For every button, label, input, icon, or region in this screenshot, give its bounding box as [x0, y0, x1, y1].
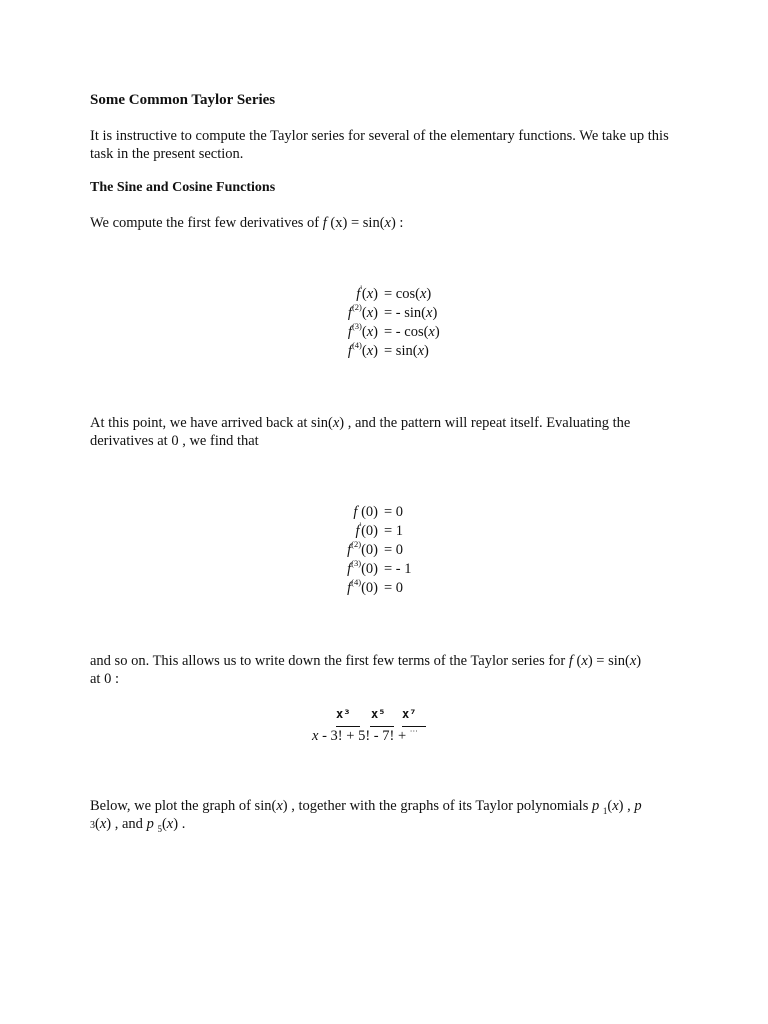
operator: - [318, 728, 331, 744]
math-x: x [312, 728, 319, 744]
math-x: x [384, 215, 391, 231]
math-f: f [347, 580, 352, 596]
numerator-x5: x⁵ [371, 707, 386, 721]
equation-rhs: = - 1 [384, 561, 412, 577]
equation-lhs [347, 579, 378, 597]
text-run: (x) [95, 816, 112, 832]
equation-lhs [348, 304, 378, 322]
math-p: p [146, 816, 154, 832]
math-p: p [591, 798, 600, 814]
math-p: p [634, 798, 642, 814]
argument: (0) [357, 504, 378, 520]
text-run: We compute the first few derivatives of [90, 215, 323, 231]
text-run: derivatives at 0 , we find that [90, 433, 259, 449]
derivative-order: ' [359, 520, 362, 531]
equation-lhs [347, 560, 378, 578]
math-f: f [347, 561, 352, 577]
argument: (0) [361, 580, 378, 596]
math-f: f [322, 215, 327, 231]
text-run: ( [572, 653, 582, 669]
math-f: f [356, 286, 361, 302]
text-run: (x) [161, 816, 179, 832]
denominator: 3! [330, 728, 343, 744]
equation-rhs: = 0 [384, 504, 404, 520]
text-run: (x) [326, 215, 348, 231]
argument: (x) [361, 286, 378, 302]
derivative-intro [90, 214, 680, 232]
section-title: The Sine and Cosine Functions [90, 180, 276, 195]
argument: (0) [361, 523, 378, 539]
text-run: Below, we plot the graph of sin( [90, 798, 277, 814]
subscript: 5 [157, 823, 162, 834]
math-f: f [347, 343, 352, 359]
math-f: f [568, 653, 573, 669]
text-run: ) [636, 653, 642, 669]
argument: (x) [361, 324, 378, 340]
operator: + [394, 728, 410, 744]
derivative-order: (3) [351, 558, 362, 569]
equation-lhs [356, 522, 379, 540]
text-run: = sin( [347, 215, 385, 231]
intro-paragraph: It is instructive to compute the Taylor series for several of the elementary functions. We take up this task in the present section. [90, 128, 669, 162]
operator: - [370, 728, 383, 744]
derivative-order: (3) [351, 321, 362, 332]
equation-lhs [348, 323, 378, 341]
equation-lhs [348, 342, 378, 360]
denominator: 7! [382, 728, 395, 744]
equation-rhs: = - cos(x) [384, 324, 440, 340]
text-run: ) , and the pattern will repeat itself. Evaluating the [339, 415, 631, 431]
subscript: 3 [90, 820, 95, 831]
derivative-order: (2) [351, 539, 362, 550]
argument: (x) [361, 343, 378, 359]
text-run: ) , together with the graphs of its Taylor polynomials [282, 798, 592, 814]
equation-rhs: = 1 [384, 523, 404, 539]
math-f: f [353, 504, 358, 520]
text-run: (x) [607, 798, 624, 814]
math-f: f [347, 324, 352, 340]
text-run: At this point, we have arrived back at sin( [90, 415, 333, 431]
text-run: ) = sin( [587, 653, 630, 669]
denominator: 5! [358, 728, 371, 744]
subscript: 1 [602, 805, 608, 816]
text-run: . [178, 816, 186, 832]
math-x: x [629, 653, 637, 669]
math-f: f [355, 523, 360, 539]
equation-lhs [347, 541, 378, 559]
equation-lhs [353, 503, 378, 521]
math-f: f [347, 305, 352, 321]
plot-paragraph [90, 797, 680, 833]
equation-rhs: = 0 [384, 542, 404, 558]
equation-lhs [356, 285, 378, 303]
derivative-order: (4) [351, 577, 362, 588]
derivative-order: (4) [351, 340, 362, 351]
ellipsis: ··· [409, 727, 418, 737]
math-x: x [276, 798, 283, 814]
math-x: x [332, 415, 340, 431]
series-paragraph [90, 652, 690, 688]
argument: (0) [361, 542, 378, 558]
text-run: , [623, 798, 635, 814]
math-f: f [347, 542, 352, 558]
pattern-paragraph [90, 414, 680, 450]
numerator-x3: x³ [336, 707, 351, 721]
numerator-x7: x⁷ [402, 707, 417, 721]
text-run: at 0 : [90, 671, 119, 687]
series-terms [312, 727, 418, 745]
derivative-order: ' [360, 283, 362, 294]
equation-rhs: = - sin(x) [384, 305, 438, 321]
equation-rhs: = 0 [384, 580, 404, 596]
operator: + [342, 728, 359, 744]
equation-rhs: = sin(x) [384, 343, 429, 359]
argument: (x) [361, 305, 378, 321]
text-run: ) : [390, 215, 404, 231]
page-title: Some Common Taylor Series [90, 92, 276, 108]
text-run: , and [111, 816, 147, 832]
argument: (0) [361, 561, 378, 577]
equation-rhs: = cos(x) [384, 286, 432, 302]
derivative-order: (2) [351, 302, 362, 313]
math-x: x [581, 653, 588, 669]
taylor-series-formula [312, 703, 472, 747]
text-run: and so on. This allows us to write down the first few terms of the Taylor series for [90, 653, 569, 669]
